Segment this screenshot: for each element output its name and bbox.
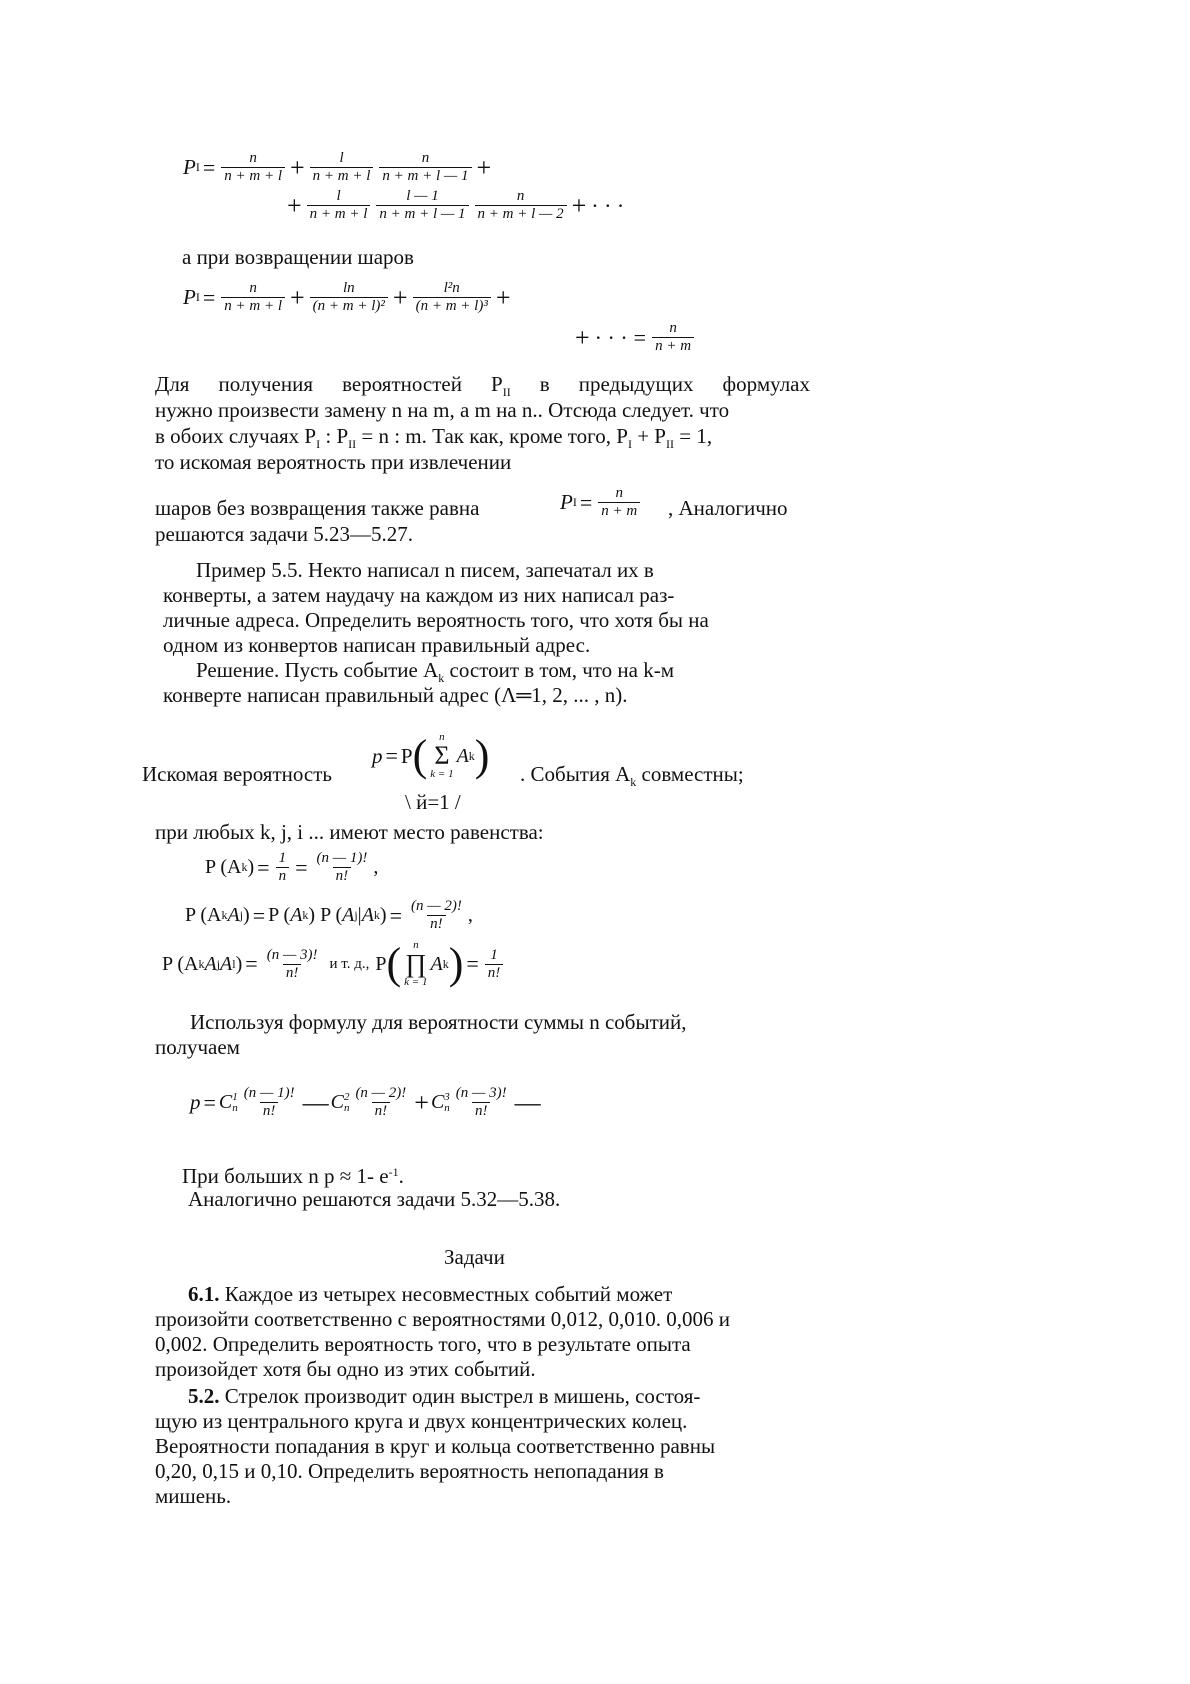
eq-sign: = [389,902,402,928]
use-formula-line1: Используя формулу для вероятности суммы n событий, [190,1010,687,1034]
minus-sign: — [514,1087,541,1117]
task-6-1-line4: произойдет хотя бы одно из этих событий. [155,1357,536,1381]
denominator: n + m + l — 1 [379,167,471,185]
numerator: l — 1 [406,188,439,204]
eq-sign: = [202,284,216,310]
numerator: (n — 3)! [266,946,318,963]
denominator: n + m + l [221,297,285,315]
sup-3: 3 [444,1090,450,1103]
task-5-2-line4: 0,20, 0,15 и 0,10. Определить вероятность непопадания в [155,1459,664,1483]
sought-prob-label: Искомая вероятность [142,762,332,786]
sub-k: k [221,908,228,922]
minus-sign: — [302,1087,329,1117]
denominator: n + m + l — 1 [376,205,468,223]
fraction [307,188,371,223]
example-line3: личные адреса. Определить вероятность того, что хотя бы на [163,608,709,632]
eq-sign: = [466,951,479,976]
fraction [352,1085,409,1120]
var-p: p [190,1090,201,1114]
para-text: в обоих случаях P [155,424,317,448]
formula-p-sum [372,732,489,780]
formula-p-akajal: P (A k A j A l ) = $\frac{(n — 3)!}{n!}$ и т. д., P ( n ∏ k = 1 A k ) = $\frac{1}{n!}$ [162,940,506,988]
plus-sign: + [414,1087,429,1117]
upper-limit: n [413,939,419,951]
plus-sign: + [287,190,302,220]
right-paren: ) [448,939,464,988]
plus-sign: + [290,282,305,312]
events-compat [520,762,744,795]
denominator: n! [283,964,302,982]
para-pii-line4: то искомая вероятность при извлечении [155,450,512,474]
fraction [413,280,491,315]
sub-n: n [343,1101,350,1114]
fraction [221,280,285,315]
para-text: Решение. Пусть событие A [196,658,439,682]
formula-pi-return-line1 [183,280,512,315]
eq-sign: = [245,951,258,976]
eq-sign: = [633,324,647,350]
sub-I: I [572,495,577,509]
formula-p-ak: P (A k ) = $\frac{1}{n}$ = $\frac{(n — 1)!}{n!}$ , [205,850,379,884]
para-text: + P [631,424,666,448]
para-text: в предыдущих формулах [510,372,810,396]
any-kji-line: при любых k, j, i ... имеют место равенства: [155,820,544,844]
denominator: n! [260,1102,279,1120]
sub-k: k [468,748,475,763]
formula-pi-return-line2 [573,320,697,355]
fraction [379,150,471,185]
use-formula-line2: получаем [155,1035,240,1059]
denominator: n! [427,915,446,933]
denominator: n! [472,1102,491,1120]
fraction [376,188,468,223]
fraction [475,188,567,223]
var-A: A [456,744,469,767]
plus-sign: + [495,282,511,312]
task-6-1-line3: 0,002. Определить вероятность того, что в результате опыта [155,1332,691,1356]
var-P: P [183,285,196,309]
denominator: n! [333,867,352,885]
example-line4: одном из конвертов написан правильный адрес. [163,633,591,657]
example-line2: конверты, а затем наудачу на каждом из них написал раз- [163,583,675,607]
plus-sign: + [575,322,590,352]
plus-sign: + [290,152,305,182]
denominator: (n + m + l)² [310,297,388,315]
para-text: . [398,1164,404,1188]
fraction [453,1085,510,1120]
numerator: n [249,280,257,296]
numerator: n [421,150,430,166]
dots: · · · [591,192,625,218]
denominator: n + m + l [310,167,374,185]
plus-sign: + [571,190,587,220]
solution-line2: конверте написан правильный адрес (Λ═1, 2, ... , n). [163,683,628,707]
var-P: P [183,155,196,179]
para-pii-line5-end: , Аналогично [668,496,788,520]
numerator: (n — 3)! [455,1085,507,1101]
numerator: n [615,485,623,501]
sigma-icon: Σ [434,741,450,770]
numerator: (n — 1)! [243,1085,295,1101]
denominator: n + m + l — 2 [475,205,567,223]
sub-k: k [241,860,248,874]
eq-sign: = [203,1089,216,1115]
product-symbol [404,940,427,988]
para-pii-line6: решаются задачи 5.23—5.27. [155,522,413,546]
sub-I: I [627,437,632,451]
sub-I: I [316,437,321,451]
denominator: n! [485,964,504,982]
denominator: n + m [598,502,640,520]
dots: · · · [594,324,628,350]
eq-sign: = [579,489,593,515]
denominator: n + m + l [221,167,285,185]
prob-operator: P [400,743,413,768]
prob-text: P (A [205,856,242,878]
denominator: n + m + l [307,205,371,223]
eq-sign: = [257,854,270,880]
formula-p-akaj: P (A k A j ) = P ( A k ) P ( A j | A k ) = $\frac{(n — 2)!}{n!}$ , [185,898,473,932]
task-number: 5.2. [188,1384,220,1408]
sub-k: k [630,775,637,789]
var-C: C [430,1091,445,1113]
sub-k: k [438,671,445,685]
sub-I: I [195,160,200,174]
fraction [408,898,465,933]
numerator: l [336,188,341,204]
denominator: n [276,867,290,885]
para-text: . События A [520,762,631,786]
sup-1: 1 [232,1090,238,1103]
var-P: P [560,490,573,514]
var-C: C [218,1091,233,1113]
fraction [241,1085,298,1120]
eq-sign: = [202,154,216,180]
para-pii-line2: нужно произвести замену n на m, а m на n.. Отсюда следует. что [155,398,730,422]
para-text: = n : m. Так как, кроме того, P [356,424,628,448]
numerator: ln [342,280,355,296]
sub-k: k [442,956,449,971]
ocr-artifact: \ й=1 / [405,790,461,814]
sup-exp: -1 [388,1165,399,1179]
numerator: n [516,188,525,204]
lower-limit: k = 1 [430,768,454,780]
numerator: (n — 1)! [316,850,368,866]
formula-pi-eq-n-over-nm [560,485,643,520]
numerator: 1 [278,850,287,866]
fraction [276,850,290,885]
para-text: Для получения вероятностей P [155,372,503,396]
right-paren: ) [474,731,490,780]
numerator: (n — 2)! [411,898,462,914]
numerator: n [669,320,677,336]
upper-limit: n [439,731,445,743]
text-returning-balls: а при возвращении шаров [182,245,414,269]
sub-n: n [444,1101,450,1114]
fraction [310,150,374,185]
plus-sign: + [476,152,492,182]
var-p: p [372,743,383,768]
similar-line: Аналогично решаются задачи 5.32—5.38. [188,1187,561,1211]
task-6-1-line2: произойти соответственно с вероятностями 0,012, 0,010. 0,006 и [155,1307,730,1331]
para-text: : P [320,424,349,448]
task-5-2-line2: щую из центрального круга и двух концентрических колец. [155,1409,688,1433]
para-text: состоит в том, что на k-м [444,658,675,682]
lower-limit: k = 1 [404,976,428,988]
denominator: (n + m + l)³ [413,297,491,315]
left-paren: ( [386,939,402,988]
fraction [652,320,694,355]
left-paren: ( [412,731,428,780]
numerator: l [339,150,344,166]
numerator: n [249,150,257,166]
para-text: Стрелок производит один выстрел в мишень, состоя- [219,1384,701,1408]
para-text: совместны; [636,762,744,786]
sup-2: 2 [343,1090,350,1103]
numerator: 1 [490,946,498,963]
fraction [598,485,640,520]
fraction [314,850,371,885]
sub-I: I [195,290,200,304]
task-6-1-line1 [188,1282,672,1307]
sub-II: II [666,437,674,451]
para-text: Каждое из четырех несовместных событий может [219,1282,673,1306]
sub-II: II [502,385,511,399]
sub-j: j [239,908,244,922]
task-5-2-line3: Вероятности попадания в круг и кольца соответственно равны [155,1434,716,1458]
prob-text: P (A [185,904,222,926]
plus-sign: + [392,282,408,312]
eq-sign: = [385,743,398,768]
fraction [485,947,504,982]
prob-operator: P [375,952,387,975]
para-text: шаров без возвращения также равна [155,496,480,520]
pi-product-icon: ∏ [405,949,427,978]
task-5-2-line5: мишень. [155,1484,232,1508]
para-pii-line5 [155,496,479,521]
large-n-line [182,1160,404,1189]
var-C: C [330,1091,344,1113]
formula-pi-no-return-line2 [285,188,627,223]
task-5-2-line1 [188,1384,700,1409]
para-text: = 1, [674,424,713,448]
denominator: n! [372,1102,391,1120]
sum-symbol [430,732,453,780]
denominator: n + m [652,337,694,355]
tasks-heading: Задачи [444,1245,505,1269]
formula-pi-no-return-line1 [183,150,493,185]
fraction [310,280,388,315]
eq-sign: = [295,854,308,880]
numerator: l²n [443,280,460,296]
formula-p-final [190,1085,543,1120]
eq-sign: = [252,902,266,928]
fraction [221,150,285,185]
etc-text: и т. д., [329,955,370,972]
fraction [264,947,321,982]
sub-n: n [232,1101,238,1114]
numerator: (n — 2)! [355,1085,407,1101]
para-text: При больших n p ≈ 1- e [182,1164,389,1188]
prob-text: P (A [162,952,199,975]
sub-II: II [348,437,357,451]
example-line1: Пример 5.5. Некто написал n писем, запечатал их в [196,558,654,582]
task-number: 6.1. [188,1282,220,1306]
var-A: A [430,952,443,975]
